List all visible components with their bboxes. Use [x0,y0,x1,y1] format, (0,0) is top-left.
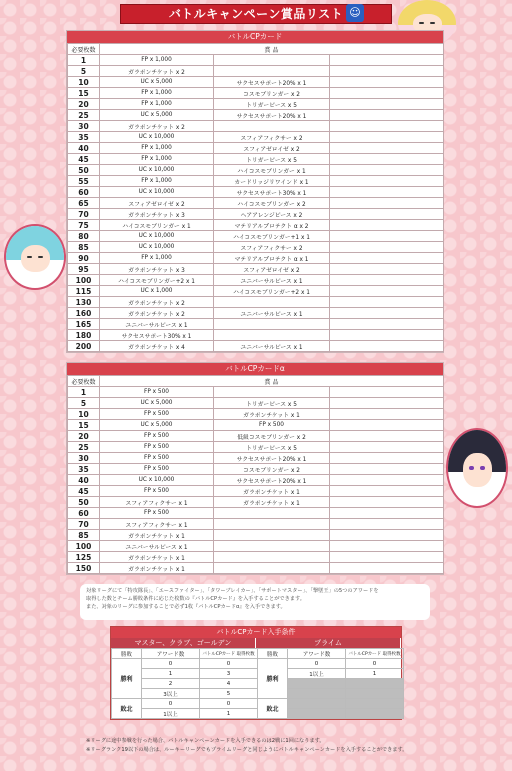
required-count-cell: 5 [68,398,100,409]
prize-cell [330,530,444,541]
conditions-row [112,699,404,709]
prize-cell: サクセスサポート20% x 1 [214,110,330,121]
empty-cell [288,699,346,709]
prize-cell [214,541,330,552]
prize-cell: FP x 500 [100,431,214,442]
table-row [68,431,444,442]
column-header-level: 必要枚数 [68,44,100,55]
required-count-cell: 50 [68,497,100,508]
prize-cell: FP x 500 [100,508,214,519]
prize-cell: サクセスサポート20% x 1 [214,453,330,464]
table-row [68,398,444,409]
award-count-cell: 1 [142,669,200,679]
card-count-cell: 1 [200,709,258,719]
table-row [68,308,444,319]
table-row [68,77,444,88]
table-row [68,121,444,132]
table-row [68,475,444,486]
table-row [68,143,444,154]
prize-cell [330,121,444,132]
prize-cell: FP x 500 [100,409,214,420]
result-cell: 勝利 [258,659,288,699]
footer-line: ※リーグランク19以下の場合は、ルーキーリーグでもプライムリーグと同じようにバトルキャンペーンカードを入手することができます。 [86,747,408,753]
prize-cell [330,431,444,442]
battle-cp-card-table [66,30,444,353]
prize-cell: ガラポンチケット x 2 [100,308,214,319]
column-header-level: 必要枚数 [68,376,100,387]
empty-cell [288,679,346,689]
prize-cell [330,330,444,341]
table-row [68,464,444,475]
required-count-cell: 130 [68,297,100,308]
required-count-cell: 125 [68,552,100,563]
prize-cell [214,319,330,330]
prize-cell: ハイコスモブリンガー+2 x 1 [100,275,214,286]
award-count-cell: 1以上 [288,669,346,679]
prize-cell [330,308,444,319]
notes-line: また、対象のリーグに参加することで必ず1枚『バトルCPカードα』を入手できます。 [86,604,286,610]
character-avatar-dark [446,428,508,508]
table-row [68,154,444,165]
required-count-cell: 150 [68,563,100,574]
prize-cell: FP x 1,000 [100,55,214,66]
prize-cell [330,497,444,508]
prize-cell: ガラポンチケット x 3 [100,209,214,220]
prize-cell: FP x 1,000 [100,154,214,165]
card-count-cell: 4 [200,679,258,689]
required-count-cell: 5 [68,66,100,77]
award-count-cell: 3以上 [142,689,200,699]
table-row [68,387,444,398]
prize-cell [214,519,330,530]
prize-cell: スフィアゼロイゼ x 2 [214,143,330,154]
prize-cell [214,330,330,341]
prize-cell [330,453,444,464]
prize-cell [330,165,444,176]
prize-cell: トリガーピース x 5 [214,442,330,453]
column-header-prize: 賞 品 [100,376,444,387]
prize-cell: ヘアアレンジピース x 2 [214,209,330,220]
table-row [68,220,444,231]
award-count-cell: 0 [142,699,200,709]
prize-cell [330,275,444,286]
table-row [68,552,444,563]
prize-cell [330,541,444,552]
table-title: バトルCPカード [67,31,443,43]
prize-cell [330,297,444,308]
required-count-cell: 200 [68,341,100,352]
prize-cell: FP x 500 [100,486,214,497]
prize-cell: FP x 1,000 [100,88,214,99]
required-count-cell: 1 [68,55,100,66]
prize-cell: FP x 500 [100,387,214,398]
award-count-cell: 2 [142,679,200,689]
prize-cell [330,88,444,99]
prize-cell: FP x 500 [100,442,214,453]
table-row [68,319,444,330]
required-count-cell: 45 [68,154,100,165]
table-row [68,231,444,242]
award-count-cell: 1以上 [142,709,200,719]
prize-cell [214,121,330,132]
prize-cell [330,209,444,220]
table-row [68,176,444,187]
table-row [68,563,444,574]
prize-cell [214,66,330,77]
prize-cell [330,486,444,497]
empty-cell [346,709,404,719]
conditions-grid [111,648,404,719]
prize-table [67,43,444,352]
prize-cell [330,286,444,297]
required-count-cell: 40 [68,475,100,486]
prize-cell: UC x 10,000 [100,132,214,143]
required-count-cell: 60 [68,508,100,519]
prize-cell: ユニバーサルピース x 1 [100,541,214,552]
prize-cell [330,409,444,420]
table-row [68,264,444,275]
prize-table [67,375,444,574]
table-row [68,253,444,264]
required-count-cell: 15 [68,420,100,431]
empty-cell [346,699,404,709]
prize-cell [330,442,444,453]
prize-cell: スフィアフィクサー x 2 [214,242,330,253]
column-header-prize: 賞 品 [100,44,444,55]
required-count-cell: 30 [68,121,100,132]
required-count-cell: 85 [68,242,100,253]
footer-notes [86,737,506,755]
prize-cell: ガラポンチケット x 1 [214,497,330,508]
required-count-cell: 180 [68,330,100,341]
prize-cell [330,66,444,77]
table-row [68,486,444,497]
table-row [68,453,444,464]
prize-cell: マテリアルプロテクト α x 2 [214,220,330,231]
prize-cell: UC x 5,000 [100,110,214,121]
prize-cell [330,143,444,154]
footer-line: ※リーグに途中参戦を行った場合、バトルキャンペーンカードを入手できるのは2戦に1回になります。 [86,738,325,744]
required-count-cell: 1 [68,387,100,398]
table-row [68,442,444,453]
prize-cell [330,341,444,352]
table-row [68,209,444,220]
prize-cell: ガラポンチケット x 1 [100,563,214,574]
prize-cell: UC x 10,000 [100,165,214,176]
table-row [68,508,444,519]
prize-cell [330,99,444,110]
prize-cell: UC x 10,000 [100,475,214,486]
prize-cell [330,253,444,264]
table-row [68,132,444,143]
notes-box [80,584,430,620]
table-row [68,519,444,530]
table-row [68,165,444,176]
prize-cell: 低級コスモブリンガー x 2 [214,431,330,442]
prize-cell: ガラポンチケット x 1 [214,486,330,497]
prize-cell: FP x 1,000 [100,99,214,110]
required-count-cell: 45 [68,486,100,497]
prize-cell [330,242,444,253]
table-row [68,198,444,209]
prize-cell: UC x 5,000 [100,420,214,431]
prize-cell [214,530,330,541]
prize-cell [214,563,330,574]
prize-cell [214,297,330,308]
prize-cell [330,420,444,431]
prize-cell: FP x 500 [100,453,214,464]
notes-line: 取得した数とチーム勝敗条件に応じた枚数の『バトルCPカード』を入手することができます。 [86,596,305,602]
required-count-cell: 70 [68,519,100,530]
col-result: 勝敗 [258,649,288,659]
prize-cell: ガラポンチケット x 2 [100,121,214,132]
required-count-cell: 165 [68,319,100,330]
prize-cell: ガラポンチケット x 2 [100,66,214,77]
table-row [68,497,444,508]
prize-cell [214,387,330,398]
required-count-cell: 70 [68,209,100,220]
prize-cell: ガラポンチケット x 1 [100,530,214,541]
prize-cell: コスモブリンガー x 2 [214,464,330,475]
required-count-cell: 95 [68,264,100,275]
page-title: バトルキャンペーン賞品リスト [120,4,392,24]
prize-cell: ユニバーサルピース x 1 [214,275,330,286]
card-count-cell: 1 [346,669,404,679]
table-row [68,286,444,297]
prize-cell: FP x 500 [100,464,214,475]
prize-cell: ユニバーサルピース x 1 [214,308,330,319]
prize-cell: ガラポンチケット x 1 [100,552,214,563]
prize-cell: ハイコスモブリンガー x 2 [214,198,330,209]
prize-cell [330,220,444,231]
prize-cell [330,55,444,66]
required-count-cell: 35 [68,132,100,143]
prize-cell [214,552,330,563]
required-count-cell: 55 [68,176,100,187]
table-row [68,530,444,541]
prize-cell [330,198,444,209]
prize-cell [330,475,444,486]
table-row [68,55,444,66]
required-count-cell: 20 [68,99,100,110]
col-cards: バトルCPカード 取得枚数 [346,649,404,659]
table-row [68,66,444,77]
prize-cell [330,563,444,574]
prize-cell [214,55,330,66]
table-row [68,330,444,341]
required-count-cell: 65 [68,198,100,209]
notes-line: 対象リーグにて「特攻隊長」、「エースファイター」、「タワーブレイカー」、「サポートマスター」、「撃墜王」の5つのアワードを [86,588,379,594]
prize-cell: ガラポンチケット x 1 [214,409,330,420]
prize-cell: ガラポンチケット x 4 [100,341,214,352]
badge-icon: ☺ [346,4,364,22]
card-count-cell: 5 [200,689,258,699]
award-count-cell: 0 [142,659,200,669]
required-count-cell: 30 [68,453,100,464]
required-count-cell: 100 [68,541,100,552]
league-header-left: マスター、クラブ、ゴールデン [111,638,256,648]
prize-cell: ハイコスモブリンガー x 1 [214,165,330,176]
col-cards: バトルCPカード 取得枚数 [200,649,258,659]
table-row [68,99,444,110]
required-count-cell: 10 [68,77,100,88]
prize-cell: UC x 5,000 [100,398,214,409]
prize-cell [330,387,444,398]
result-cell: 敗北 [258,699,288,719]
required-count-cell: 90 [68,253,100,264]
card-count-cell: 3 [200,669,258,679]
required-count-cell: 15 [68,88,100,99]
empty-cell [288,689,346,699]
result-cell: 勝利 [112,659,142,699]
required-count-cell: 40 [68,143,100,154]
prize-cell: ハイコスモブリンガー+2 x 1 [214,286,330,297]
card-count-cell: 0 [200,699,258,709]
conditions-table [110,626,402,720]
prize-cell [330,552,444,563]
prize-cell: ハイコスモブリンガー x 1 [100,220,214,231]
table-row [68,187,444,198]
required-count-cell: 80 [68,231,100,242]
prize-cell: UC x 10,000 [100,242,214,253]
prize-cell: ガラポンチケット x 2 [100,297,214,308]
prize-cell [330,231,444,242]
conditions-row [112,659,404,669]
prize-cell: FP x 500 [214,420,330,431]
required-count-cell: 50 [68,165,100,176]
table-row [68,297,444,308]
required-count-cell: 35 [68,464,100,475]
required-count-cell: 75 [68,220,100,231]
battle-cp-card-alpha-table [66,362,444,575]
empty-cell [346,689,404,699]
empty-cell [346,679,404,689]
prize-cell [330,110,444,121]
table-row [68,275,444,286]
prize-cell: マテリアルプロテクト α x 1 [214,253,330,264]
prize-cell: ハイコスモブリンガー+1 x 1 [214,231,330,242]
prize-cell: サクセスサポート30% x 1 [100,330,214,341]
col-result: 勝敗 [112,649,142,659]
table-row [68,541,444,552]
table-row [68,88,444,99]
prize-cell: カードリッジリワインド x 1 [214,176,330,187]
table-row [68,409,444,420]
required-count-cell: 100 [68,275,100,286]
required-count-cell: 25 [68,442,100,453]
prize-cell [330,154,444,165]
prize-cell [330,464,444,475]
card-count-cell: 0 [200,659,258,669]
required-count-cell: 10 [68,409,100,420]
prize-cell [330,319,444,330]
prize-cell: ユニバーサルピース x 1 [214,341,330,352]
card-count-cell: 0 [346,659,404,669]
prize-cell: FP x 1,000 [100,253,214,264]
prize-cell: UC x 5,000 [100,77,214,88]
prize-cell: サクセスサポート30% x 1 [214,187,330,198]
prize-cell: UC x 1,000 [100,286,214,297]
table-title: バトルCPカードα [67,363,443,375]
prize-cell [214,508,330,519]
prize-cell: ガラポンチケット x 3 [100,264,214,275]
col-award: アワード数 [142,649,200,659]
prize-cell [330,176,444,187]
award-count-cell: 0 [288,659,346,669]
required-count-cell: 60 [68,187,100,198]
required-count-cell: 85 [68,530,100,541]
result-cell: 敗北 [112,699,142,719]
col-award: アワード数 [288,649,346,659]
required-count-cell: 160 [68,308,100,319]
prize-cell: スフィアフィクサー x 1 [100,497,214,508]
prize-cell: スフィアフィクサー x 1 [100,519,214,530]
prize-cell: スフィアゼロイゼ x 2 [214,264,330,275]
conditions-title: バトルCPカード入手条件 [111,627,401,638]
prize-cell: ユニバーサルピース x 1 [100,319,214,330]
prize-cell: スフィアゼロイゼ x 2 [100,198,214,209]
prize-cell: FP x 1,000 [100,176,214,187]
table-row [68,242,444,253]
required-count-cell: 20 [68,431,100,442]
prize-cell: UC x 10,000 [100,231,214,242]
prize-cell: UC x 10,000 [100,187,214,198]
table-row [68,341,444,352]
prize-cell [330,77,444,88]
required-count-cell: 25 [68,110,100,121]
prize-cell: スフィアフィクサー x 2 [214,132,330,143]
prize-cell [330,519,444,530]
prize-cell: サクセスサポート20% x 1 [214,77,330,88]
prize-cell: コスモブリンガー x 2 [214,88,330,99]
prize-cell: サクセスサポート20% x 1 [214,475,330,486]
prize-cell [330,187,444,198]
prize-cell: FP x 1,000 [100,143,214,154]
prize-cell [330,264,444,275]
character-avatar-cyan [4,224,66,290]
prize-cell: トリガーピース x 5 [214,154,330,165]
prize-cell: トリガーピース x 5 [214,398,330,409]
prize-cell [330,132,444,143]
required-count-cell: 115 [68,286,100,297]
table-row [68,420,444,431]
prize-cell [330,398,444,409]
table-row [68,110,444,121]
league-header-right: プライム [256,638,401,648]
prize-cell: トリガーピース x 5 [214,99,330,110]
prize-cell [330,508,444,519]
empty-cell [288,709,346,719]
